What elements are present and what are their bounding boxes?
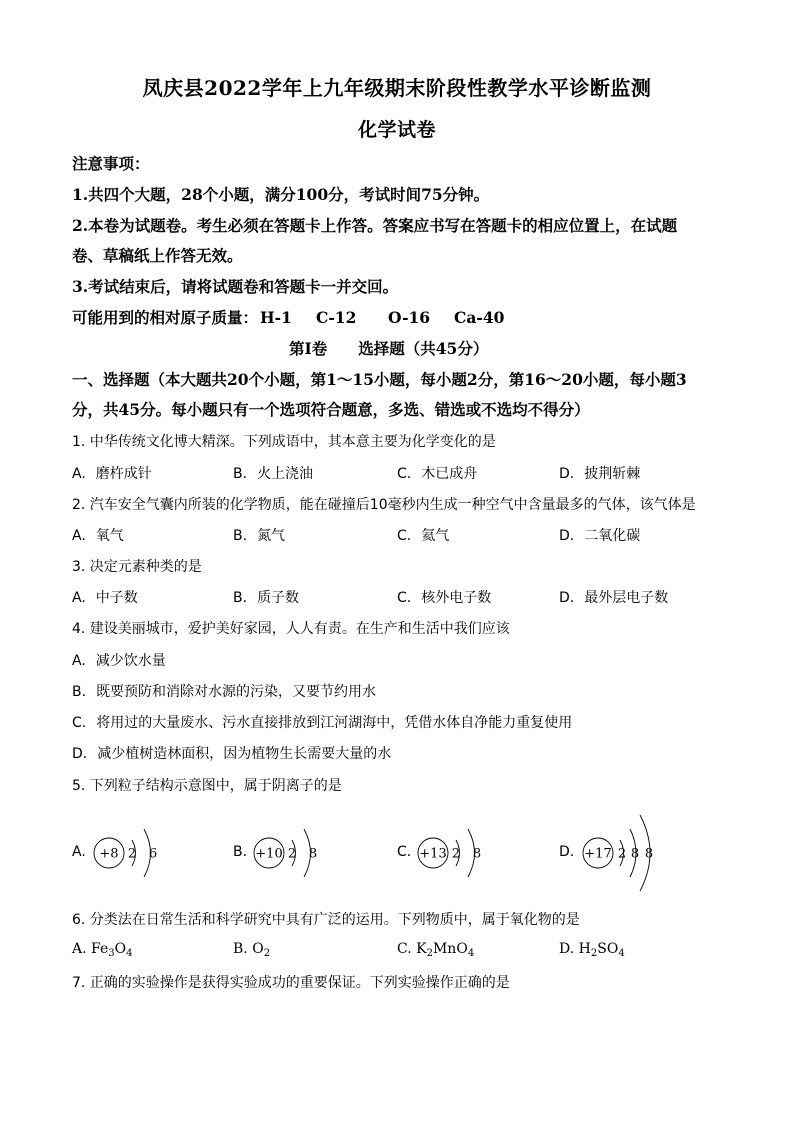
option-text: 核外电子数 [421,590,492,606]
formula-subscript: 4 [618,948,625,959]
option-text: 中子数 [95,590,138,606]
option-text: 二氧化碳 [584,528,641,544]
exam-title: 凤庆县2022学年上九年级期末阶段性教学水平诊断监测 [142,76,652,100]
formula-subscript: 2 [426,948,433,959]
atom-diagram-b [251,815,331,891]
atomic-mass-label: 可能用到的相对原子质量： [72,308,259,327]
option-text: 披荆斩棘 [584,466,641,482]
option-letter: B. [72,684,87,700]
formula-subscript: 2 [263,948,271,959]
formula-part: O [114,941,127,957]
option-d [559,463,640,483]
electron-count: 6 [148,846,158,862]
question-stem: 1. 中华传统文化博大精深。下列成语中，其本意主要为化学变化的是 [72,434,496,450]
option-b [72,681,376,701]
option-letter: A. [72,653,86,669]
option-letter: A. [72,590,86,606]
question-stem: 2. 汽车安全气囊内所装的化学物质，能在碰撞后10毫秒内生成一种空气中含量最多的气体，该气体是 [72,497,696,513]
formula-part: K [416,941,427,957]
atom-diagram-d [580,809,670,897]
option-letter-d: D. [559,844,575,860]
option-d [559,525,640,545]
option-letter-c: C. [397,844,412,860]
atom-diagram-a [92,815,172,891]
atom-diagram-c [415,815,495,891]
option-letter: C. [397,528,412,544]
option-text: 木已成舟 [421,466,478,482]
option-letter: B. [233,590,248,606]
option-text: 氦气 [421,528,450,544]
option-letter: D. [559,528,575,544]
option-letter: C. [397,466,412,482]
option-text: 减少饮水量 [95,653,166,669]
section-description: 分，共45分。每小题只有一个选项符合题意，多选、错选或不选均不得分） [72,400,590,419]
option-letter-a: A. [72,844,86,860]
instructions-heading: 注意事项： [72,154,150,173]
option-text: 质子数 [257,590,300,606]
atomic-mass-o: O-16 [388,308,431,327]
instruction-item: 2.本卷为试题卷。考生必须在答题卡上作答。答案应书写在答题卡的相应位置上，在试题 [72,216,678,235]
formula-subscript: 2 [590,948,598,959]
question-stem: 7. 正确的实验操作是获得实验成功的重要保证。下列实验操作正确的是 [72,975,510,991]
option-text: 最外层电子数 [584,590,669,606]
option-b [233,525,285,545]
electron-count: 8 [472,846,482,862]
nucleus-charge: +10 [255,846,283,862]
instruction-item: 卷、草稿纸上作答无效。 [72,246,243,265]
formula-part: MnO [432,941,468,957]
option-text: 火上浇油 [257,466,314,482]
atomic-mass-line [72,306,504,328]
option-text: 减少植树造林面积，因为植物生长需要大量的水 [97,746,392,762]
option-b [233,587,299,607]
option-letter: C. [72,715,87,731]
formula-part: H [578,941,591,957]
option-letter: D. [559,466,575,482]
option-text: 既要预防和消除对水源的污染，又要节约用水 [96,684,377,700]
option-text: 将用过的大量废水、污水直接排放到江河湖海中，凭借水体自净能力重复使用 [96,715,573,731]
option-c [397,587,491,607]
option-c [397,525,449,545]
option-c [72,712,572,732]
instruction-item: 3.考试结束后，请将试题卷和答题卡一并交回。 [72,277,399,296]
atomic-mass-ca: Ca-40 [454,308,505,327]
formula-part: SO [597,941,619,957]
atomic-mass-h: H-1 [260,308,292,327]
question-stem: 4. 建设美丽城市，爱护美好家园，人人有责。在生产和生活中我们应该 [72,621,510,637]
electron-count: 2 [287,846,297,862]
formula-part: O [252,941,264,957]
exam-subject: 化学试卷 [357,119,436,141]
electron-count: 2 [127,846,137,862]
option-text: 氮气 [257,528,286,544]
option-letter: A. [72,941,87,957]
question-stem: 5. 下列粒子结构示意图中，属于阴离子的是 [72,778,342,794]
option-a [72,650,166,670]
atomic-mass-c: C-12 [316,308,357,327]
electron-count: 8 [308,846,318,862]
section-description: 一、选择题（本大题共20个小题，第1～15小题，每小题2分，第16～20小题，每小题3 [72,370,687,389]
nucleus-charge: +13 [419,846,447,862]
option-a [72,525,124,545]
instruction-item: 1.共四个大题，28个小题，满分100分，考试时间75分钟。 [72,185,490,204]
option-text: 磨杵成针 [95,466,152,482]
option-letter: C. [397,590,412,606]
formula-subscript: 3 [108,948,115,959]
nucleus-charge: +17 [584,846,612,862]
option-letter: C. [397,941,412,957]
option-c [397,941,474,957]
electron-count: 8 [644,846,654,862]
option-letter: A. [72,466,86,482]
option-letter: D. [559,941,575,957]
option-text: 氧气 [95,528,124,544]
formula-subscript: 4 [467,948,475,959]
option-d [559,587,668,607]
option-letter: B. [233,466,248,482]
option-b [233,463,313,483]
option-a [72,463,152,483]
question-stem: 6. 分类法在日常生活和科学研究中具有广泛的运用。下列物质中，属于氧化物的是 [72,912,580,928]
option-letter: A. [72,528,86,544]
option-a [72,941,132,957]
electron-count: 2 [451,846,461,862]
formula-subscript: 4 [126,948,133,959]
nucleus-charge: +8 [99,846,119,862]
option-d [72,743,391,763]
formula-part: Fe [91,941,109,957]
option-c [397,463,477,483]
option-letter: D. [559,590,575,606]
option-letter: B. [233,941,248,957]
option-letter: D. [72,746,88,762]
question-stem: 3. 决定元素种类的是 [72,559,202,575]
electron-count: 8 [630,846,640,862]
option-b [233,941,270,957]
option-letter: B. [233,528,248,544]
option-d [559,941,625,957]
section-heading: 第Ⅰ卷 选择题（共45分） [289,339,489,358]
option-a [72,587,138,607]
electron-count: 2 [617,846,627,862]
option-letter-b: B. [233,844,248,860]
